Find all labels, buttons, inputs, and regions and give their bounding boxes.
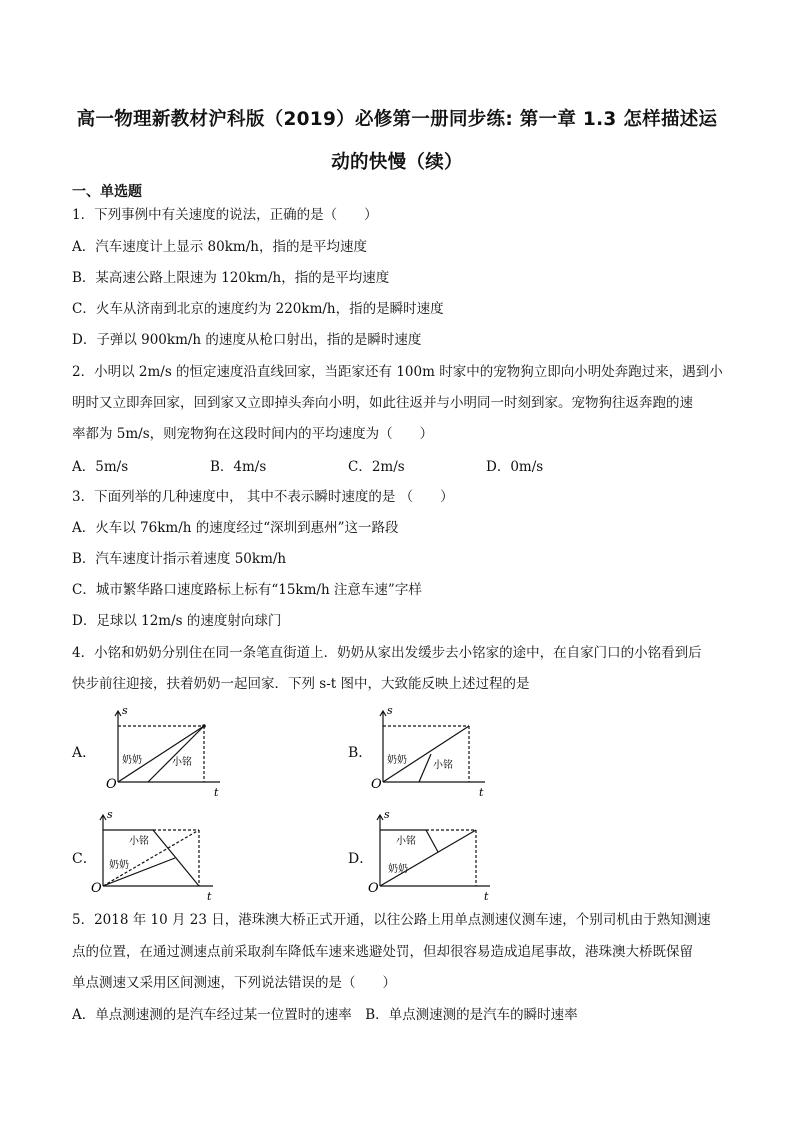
graph-c-grandma-label: 奶奶 [109,860,129,871]
graph-c-t-label: t [207,890,212,903]
q2-stem-line3: 率都为 5m/s，则宠物狗在这段时间内的平均速度为（ ） [72,426,434,442]
graph-a-t-label: t [214,786,219,799]
graph-b-xiaoming-label: 小铭 [433,760,453,771]
q1-option-a: A．汽车速度计上显示 80km/h，指的是平均速度 [72,239,367,255]
q2-option-d: D．0m/s [486,459,544,475]
page-title-line2: 动的快慢（续） [331,152,463,173]
graph-b-xiaoming-line [419,754,431,782]
q4-option-a-label: A． [72,745,97,761]
q4-graph-d [368,808,502,903]
q3-option-a: A．火车以 76km/h 的速度经过“深圳到惠州”这一路段 [72,520,399,536]
q1-option-d: D．子弹以 900km/h 的速度从枪口射出，指的是瞬时速度 [72,332,422,348]
q2-option-c: C．2m/s [348,459,405,475]
graph-a-xiaoming-line [148,726,204,782]
graph-d-xiaoming-label: 小铭 [396,836,416,847]
graph-a-grandma-line [118,726,204,782]
graph-c-xiaoming-label: 小铭 [129,836,149,847]
q4-graph-b [371,704,495,799]
q4-option-c-label: C． [72,851,97,867]
q3-option-b: B．汽车速度计指示着速度 50km/h [72,551,287,567]
q5-stem-line2: 点的位置，在通过测速点前采取刹车降低车速来逃避处罚，但却很容易造成追尾事故，港珠澳大桥既保留 [72,944,693,960]
q4-option-d-label: D． [348,851,374,867]
graph-b-t-label: t [479,786,484,799]
graph-b-grandma-line [383,726,469,782]
section-heading: 一、单选题 [72,184,142,200]
graph-d-s-label: s [384,808,390,821]
q2-stem-line1: 2．小明以 2m/s 的恒定速度沿直线回家，当距家还有 100m 时家中的宠物狗立即向小明处奔跑过来，遇到小 [72,364,723,380]
graph-b-grandma-label: 奶奶 [387,755,407,766]
graph-a-origin: O [106,777,117,792]
graph-a-meet-point [202,724,206,728]
q1-stem: 1．下列事例中有关速度的说法，正确的是（ ） [72,207,378,223]
q1-option-b: B．某高速公路上限速为 120km/h，指的是平均速度 [72,270,390,286]
q2-stem-line2: 明时又立即奔回家，回到家又立即掉头奔向小明，如此往返并与小明同一时刻到家。宠物狗往返奔跑的速 [72,395,693,411]
graph-c-origin: O [91,881,102,896]
q4-stem-line1: 4．小铭和奶奶分别住在同一条笔直街道上．奶奶从家出发缓步去小铭家的途中，在自家门口的小铭看到后 [72,645,702,661]
q4-graph-a [106,704,230,799]
q5-options-ab: A．单点测速测的是汽车经过某一位置时的速率 B．单点测速测的是汽车的瞬时速率 [72,1007,578,1023]
q4-graph-c [91,808,225,903]
graph-a-xiaoming-label: 小铭 [172,757,192,768]
q3-option-c: C．城市繁华路口速度路标上标有“15km/h 注意车速”字样 [72,582,422,598]
q3-option-d: D．足球以 12m/s 的速度射向球门 [72,613,282,629]
q4-stem-line2: 快步前往迎接，扶着奶奶一起回家．下列 s-t 图中，大致能反映上述过程的是 [72,676,530,692]
graph-c-dash-diag [103,830,199,886]
graph-d-grandma-line [380,830,476,886]
q2-option-b: B．4m/s [210,459,267,475]
graph-a-grandma-label: 奶奶 [122,755,142,766]
graph-d-xiaoming-line [426,830,438,852]
graph-c-s-label: s [107,808,113,821]
graph-d-grandma-label: 奶奶 [388,864,408,875]
q5-stem-line3: 单点测速又采用区间测速，下列说法错误的是（ ） [72,975,396,991]
graph-b-s-label: s [387,704,393,717]
page-title-line1: 高一物理新教材沪科版（2019）必修第一册同步练: 第一章 1.3 怎样描述运 [76,109,718,130]
q2-option-a: A．5m/s [72,459,129,475]
graph-d-t-label: t [484,890,489,903]
q5-stem-line1: 5．2018 年 10 月 23 日，港珠澳大桥正式开通，以往公路上用单点测速仪测车速，个别司机由于熟知测速 [72,912,711,928]
q1-option-c: C．火车从济南到北京的速度约为 220km/h，指的是瞬时速度 [72,301,444,317]
q4-option-b-label: B． [348,745,373,761]
graph-b-origin: O [371,777,382,792]
q3-stem: 3．下面列举的几种速度中， 其中不表示瞬时速度的是 （ ） [72,489,454,505]
graph-d-origin: O [368,881,379,896]
graph-c-xiaoming-line [153,830,199,886]
graph-a-s-label: s [122,704,128,717]
